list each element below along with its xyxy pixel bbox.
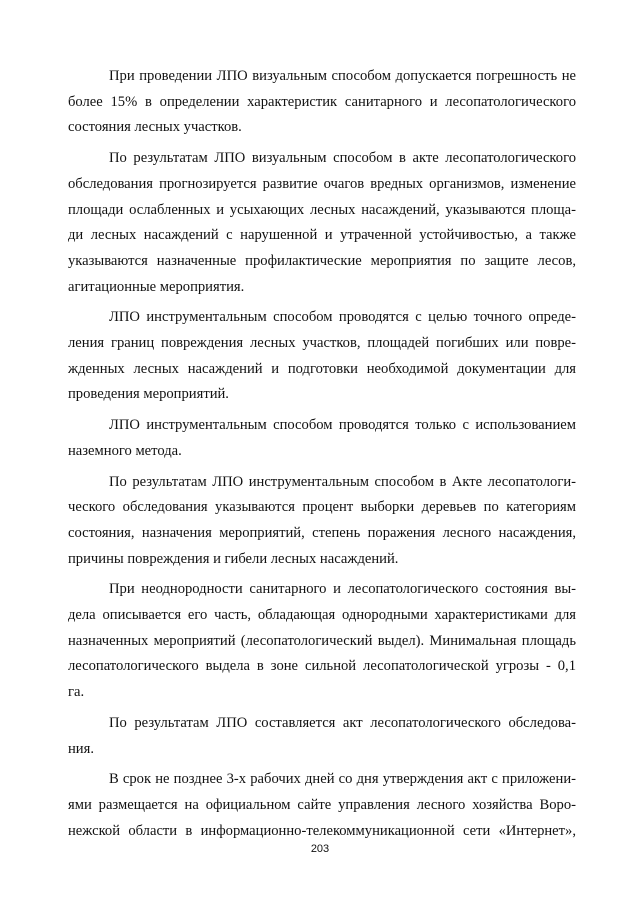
text-line: При проведении ЛПО визуальным способом допускается погрешность не <box>109 68 576 84</box>
text-line: более 15% в определении характеристик санитарного и лесопатологического <box>68 93 576 110</box>
paragraph <box>68 146 576 300</box>
text-line: указываются назначенные профилактические мероприятия по защите лесов, <box>68 252 576 269</box>
text-line: га. <box>68 684 85 701</box>
text-line: ЛПО инструментальным способом проводятся с целью точного опреде- <box>109 309 576 326</box>
text-line: причины повреждения и гибели лесных насаждений. <box>68 550 399 567</box>
text-line: При неоднородности санитарного и лесопатологического состояния вы- <box>109 581 576 598</box>
paragraph <box>68 413 576 464</box>
paragraph <box>68 305 576 408</box>
text-line: В срок не позднее 3-х рабочих дней со дня утверждения акт с приложени- <box>109 771 576 788</box>
text-line: ния. <box>68 740 94 757</box>
paragraph <box>68 767 576 844</box>
text-line: агитационные мероприятия. <box>68 278 245 295</box>
text-line: лесопатологического выдела в зоне сильной лесопатологической угрозы - 0,1 <box>68 658 576 675</box>
text-line: ческого обследования указываются процент выборки деревьев по категориям <box>68 499 576 516</box>
body-text <box>68 64 576 844</box>
text-line: обследования прогнозируется развитие очагов вредных организмов, изменение <box>68 175 576 192</box>
text-line: площади ослабленных и усыхающих лесных насаждений, указываются площа- <box>68 201 576 218</box>
paragraph <box>68 577 576 706</box>
paragraph <box>68 470 576 573</box>
text-line: ями размещается на официальном сайте управления лесного хозяйства Воро- <box>68 796 576 813</box>
text-line: нежской области в информационно-телекоммуникационной сети «Интернет», <box>68 822 576 839</box>
text-line: ЛПО инструментальным способом проводятся только с использованием <box>109 417 576 434</box>
text-line: жденных лесных насаждений и подготовки необходимой документации для <box>68 360 576 377</box>
paragraph <box>68 711 576 762</box>
page-number: 203 <box>310 843 330 855</box>
text-line: ления границ повреждения лесных участков, площадей погибших или повре- <box>68 335 576 352</box>
text-line: дела описывается его часть, обладающая однородными характеристиками для <box>68 607 576 624</box>
text-line: ди лесных насаждений с нарушенной и утраченной устойчивостью, а также <box>68 227 576 244</box>
text-line: По результатам ЛПО визуальным способом в акте лесопатологического <box>109 150 576 167</box>
text-line: состояния лесных участков. <box>68 119 242 136</box>
text-line: назначенных мероприятий (лесопатологический выдел). Минимальная площадь <box>68 632 576 649</box>
text-line: проведения мероприятий. <box>68 386 229 403</box>
text-line: наземного метода. <box>68 442 182 459</box>
text-line: По результатам ЛПО инструментальным способом в Акте лесопатологи- <box>109 473 576 490</box>
text-line: По результатам ЛПО составляется акт лесопатологического обследова- <box>109 714 576 731</box>
text-line: состояния, назначения мероприятий, степень поражения лесного насаждения, <box>68 524 576 541</box>
paragraph <box>68 64 576 141</box>
